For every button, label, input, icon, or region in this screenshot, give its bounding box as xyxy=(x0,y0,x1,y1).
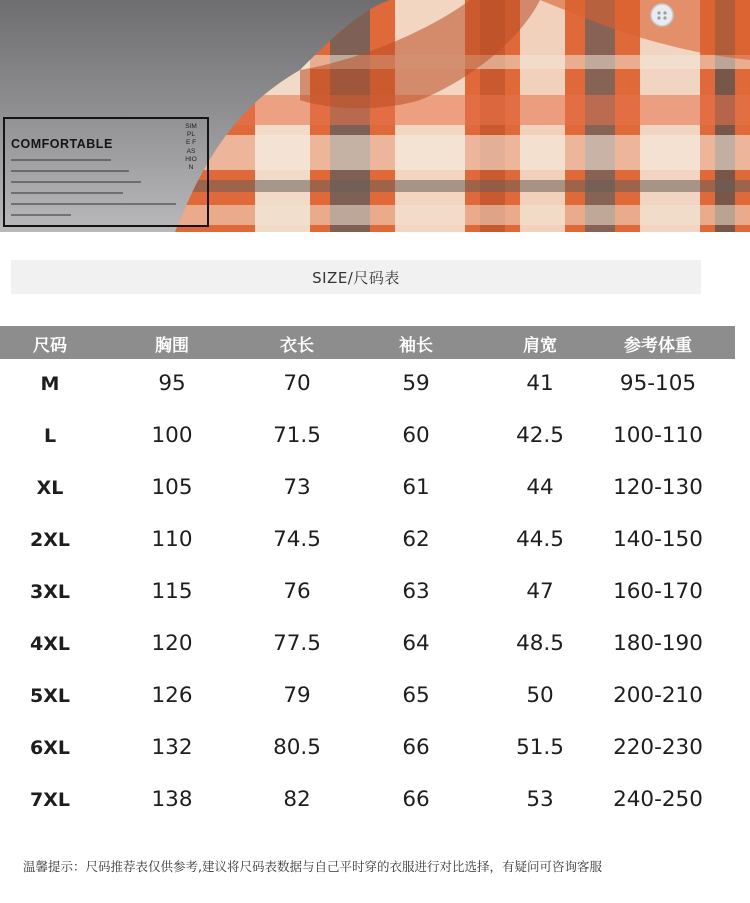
table-row xyxy=(0,671,735,723)
table-row xyxy=(0,515,735,567)
size-cell: 3XL xyxy=(30,581,70,603)
chest-cell: 115 xyxy=(151,579,193,604)
header-chest: 胸围 xyxy=(155,336,189,356)
sleeve-cell: 60 xyxy=(402,423,430,448)
size-cell: 5XL xyxy=(30,685,70,707)
shoulder-cell: 42.5 xyxy=(516,423,564,448)
weight-cell: 180-190 xyxy=(613,631,703,656)
weight-cell: 120-130 xyxy=(613,475,703,500)
weight-cell: 220-230 xyxy=(613,735,703,760)
weight-cell: 140-150 xyxy=(613,527,703,552)
brand-fine-print xyxy=(11,159,181,225)
size-cell: 6XL xyxy=(30,737,70,759)
header-sleeve: 袖长 xyxy=(399,336,433,356)
shoulder-cell: 47 xyxy=(526,579,554,604)
sleeve-cell: 61 xyxy=(402,475,430,500)
sleeve-cell: 63 xyxy=(402,579,430,604)
shoulder-cell: 48.5 xyxy=(516,631,564,656)
table-row xyxy=(0,619,735,671)
table-row xyxy=(0,411,735,463)
table-row xyxy=(0,463,735,515)
chest-cell: 126 xyxy=(151,683,193,708)
chest-cell: 100 xyxy=(151,423,193,448)
weight-cell: 100-110 xyxy=(613,423,703,448)
size-cell: 7XL xyxy=(30,789,70,811)
shoulder-cell: 53 xyxy=(526,787,554,812)
length-cell: 82 xyxy=(283,787,311,812)
sleeve-cell: 59 xyxy=(402,371,430,396)
sleeve-cell: 66 xyxy=(402,787,430,812)
sleeve-cell: 62 xyxy=(402,527,430,552)
length-cell: 74.5 xyxy=(273,527,321,552)
weight-cell: 240-250 xyxy=(613,787,703,812)
table-row xyxy=(0,723,735,775)
header-weight: 参考体重 xyxy=(624,336,692,356)
size-table xyxy=(0,326,735,827)
header-size: 尺码 xyxy=(33,336,67,356)
length-cell: 70 xyxy=(283,371,311,396)
chest-cell: 138 xyxy=(151,787,193,812)
hero-banner xyxy=(0,0,750,232)
table-row xyxy=(0,359,735,411)
shoulder-cell: 50 xyxy=(526,683,554,708)
shoulder-cell: 44.5 xyxy=(516,527,564,552)
length-cell: 71.5 xyxy=(273,423,321,448)
chest-cell: 110 xyxy=(151,527,193,552)
weight-cell: 95-105 xyxy=(619,371,697,396)
size-cell: XL xyxy=(36,477,64,499)
shoulder-cell: 51.5 xyxy=(516,735,564,760)
length-cell: 77.5 xyxy=(273,631,321,656)
chest-cell: 120 xyxy=(151,631,193,656)
table-row xyxy=(0,775,735,827)
size-cell: 4XL xyxy=(30,633,70,655)
brand-frame xyxy=(3,117,209,227)
chest-cell: 95 xyxy=(158,371,186,396)
header-shoulder: 肩宽 xyxy=(523,336,557,356)
length-cell: 73 xyxy=(283,475,311,500)
sleeve-cell: 66 xyxy=(402,735,430,760)
size-cell: 2XL xyxy=(30,529,70,551)
length-cell: 76 xyxy=(283,579,311,604)
table-row xyxy=(0,567,735,619)
shoulder-cell: 41 xyxy=(526,371,554,396)
length-cell: 80.5 xyxy=(273,735,321,760)
size-cell: L xyxy=(43,425,57,447)
sleeve-cell: 65 xyxy=(402,683,430,708)
length-cell: 79 xyxy=(283,683,311,708)
vertical-tagline: SIMPLE FASHION xyxy=(185,123,197,172)
header-length: 衣长 xyxy=(280,336,314,356)
sleeve-cell: 64 xyxy=(402,631,430,656)
brand-title: COMFORTABLE xyxy=(11,137,113,151)
weight-cell: 200-210 xyxy=(613,683,703,708)
chest-cell: 105 xyxy=(151,475,193,500)
size-cell: M xyxy=(40,373,60,395)
size-advice-note: 温馨提示：尺码推荐表仅供参考,建议将尺码表数据与自己平时穿的衣服进行对比选择，有疑问可咨询客服 xyxy=(23,859,602,874)
weight-cell: 160-170 xyxy=(613,579,703,604)
size-chart-title: SIZE/尺码表 xyxy=(11,260,701,294)
chest-cell: 132 xyxy=(151,735,193,760)
size-table-header xyxy=(0,326,735,359)
shoulder-cell: 44 xyxy=(526,475,554,500)
